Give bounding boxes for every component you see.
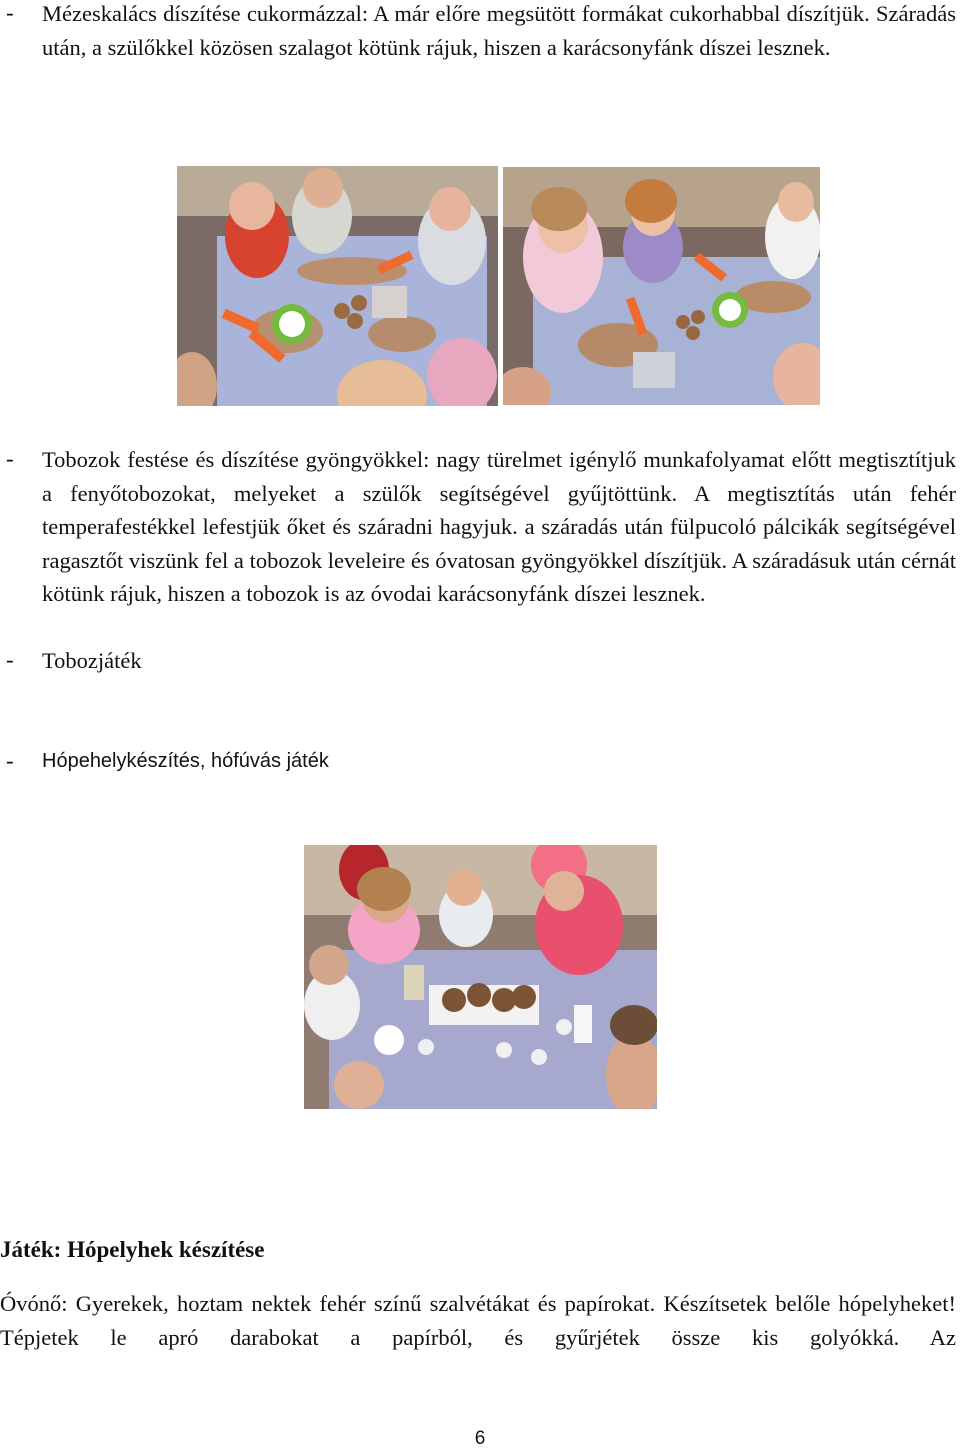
section-heading: Játék: Hópelyhek készítése (0, 1237, 265, 1262)
list-dash: - (6, 748, 14, 773)
list-item-text: Tobozok festése és díszítése gyöngyökkel: nagy türelmet igénylő munkafolyamat előtt megtisztítjuk a fenyőtobozokat, melyeket a szülők segítségével gyűjtöttünk. A megtisztítás után fehér temperafestékkel lefestjük őket és száradni hagyjuk. a száradás után fülpucoló pálcikák segítségével ragasztőt viszünk fel a tobozok leveleire és óvatosan gyöngyökkel díszítjük. A száradásuk után cérnát kötünk rájuk, hiszen a tobozok is az óvodai karácsonyfánk díszei lesznek. (42, 447, 956, 606)
body-paragraph: Óvónő: Gyerekek, hoztam nektek fehér színű szalvétákat és papírokat. Készítsetek belőle hópelyheket! Tépjetek le apró darabokat a papírból, és gyűrjétek össze kis golyókká. Az (0, 1291, 956, 1350)
list-item-text: Mézeskalács díszítése cukormázzal: A már előre megsütött formákat cukorhabbal díszítjük. Száradás után, a szülőkkel közösen szalagot kötünk rájuk, hiszen a karácsonyfánk díszei lesznek. (42, 1, 956, 60)
pinecone-photo (304, 845, 657, 1109)
list-dash: - (6, 446, 14, 471)
list-item-text: Hópehelykészítés, hófúvás játék (42, 750, 329, 772)
gingerbread-photo-left (177, 166, 498, 406)
list-dash: - (6, 0, 14, 25)
page-number: 6 (474, 1428, 486, 1449)
gingerbread-photo-right (503, 167, 820, 405)
list-dash: - (6, 647, 14, 672)
list-item-text: Tobozjáték (42, 648, 142, 673)
